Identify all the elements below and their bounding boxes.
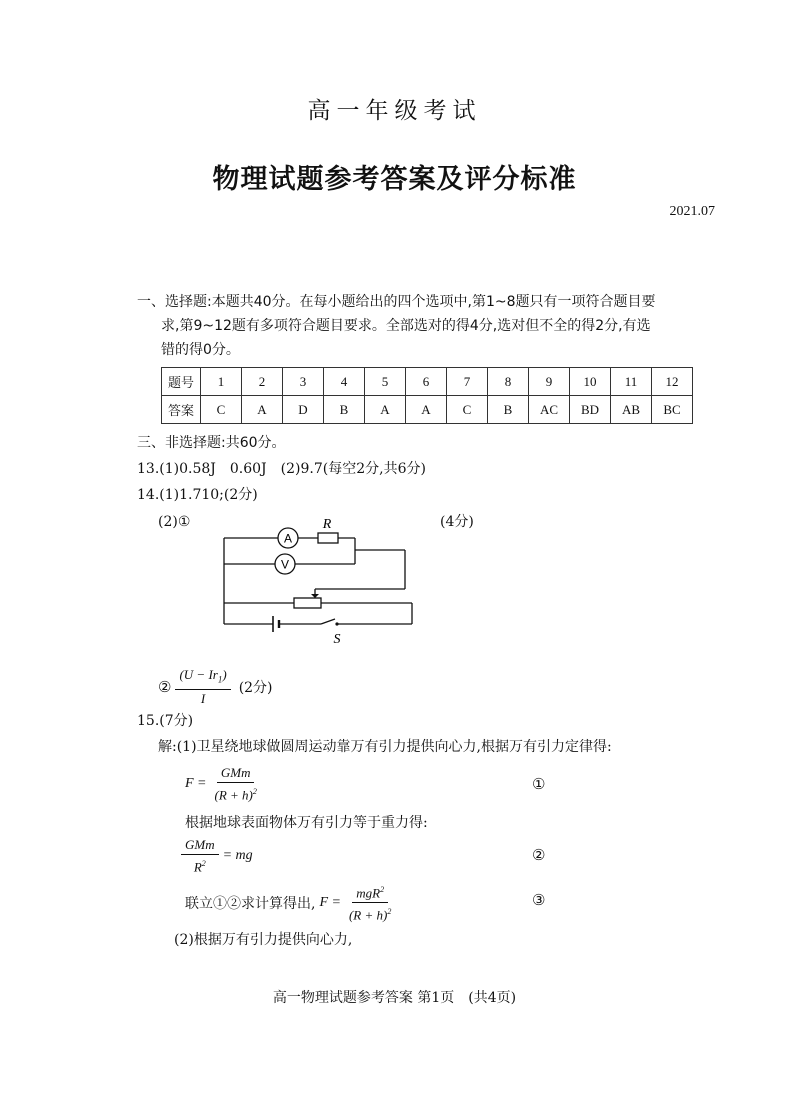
q13-answer: 13.(1)0.58J 0.60J (2)9.7(每空2分,共6分) [137,461,426,477]
row-label-numbers: 题号 [162,368,201,396]
eq2-marker: ② [532,846,546,864]
page-footer: 高一物理试题参考答案 第1页 (共4页) [272,990,517,1006]
answer-cell: BD [570,396,611,424]
table-row-numbers [162,368,693,396]
question-number: 3 [283,368,324,396]
answer-cell: D [283,396,324,424]
resistor-icon [318,533,338,543]
q15-solution-line2: 根据地球表面物体万有引力等于重力得: [185,815,428,831]
answer-cell: C [447,396,488,424]
section3-heading: 三、非选择题:共60分。 [137,435,286,451]
answer-cell: A [365,396,406,424]
answer-cell: C [201,396,242,424]
q14-part2b-score: (2分) [238,679,273,696]
section1-line1: 一、选择题:本题共40分。在每小题给出的四个选项中,第1~8题只有一项符合题目要 [137,294,656,310]
formula-fraction [175,668,230,706]
eq3-marker: ③ [532,891,546,909]
question-number: 6 [406,368,447,396]
q14-part2-score: (4分) [440,514,474,530]
answer-cell: AB [611,396,652,424]
switch-label: S [333,632,341,647]
equation-1: F = $\frac{\text{GMm}}{(R + h)^2}$ [185,766,261,802]
question-number: 9 [529,368,570,396]
question-number: 4 [324,368,365,396]
eq1-fraction: $\frac{\text{GMm}}{(R + h)^2}$ [214,765,257,803]
answer-table [161,367,693,424]
document-title: 物理试题参考答案及评分标准 [212,164,577,195]
question-number: 7 [447,368,488,396]
answer-cell: A [406,396,447,424]
row-label-answers: 答案 [162,396,201,424]
answer-cell: BC [652,396,693,424]
question-number: 11 [611,368,652,396]
q14-part2b [158,668,273,706]
answer-cell: AC [529,396,570,424]
section1-line2: 求,第9~12题有多项符合题目要求。全部选对的得4分,选对但不全的得2分,有选 [161,318,651,334]
q15-heading: 15.(7分) [137,713,194,729]
equation-3: 联立①②求计算得出, F = $\frac{mgR^2}{(R + h)^2}$ [185,883,395,923]
eq1-marker: ① [532,775,546,793]
document-date: 2021.07 [669,204,715,219]
ammeter-label: A [283,531,293,546]
question-number: 12 [652,368,693,396]
equation-2: $\frac{\text{GMm}}{R^2}$ = mg [181,838,253,874]
eq3-fraction: $\frac{mgR^2}{(R + h)^2}$ [348,885,392,923]
rheostat-icon [294,598,321,608]
eq2-fraction: $\frac{\text{GMm}}{R^2}$ [181,838,219,874]
section1-line3: 错的得0分。 [161,342,240,358]
question-number: 10 [570,368,611,396]
question-number: 5 [365,368,406,396]
question-number: 2 [242,368,283,396]
formula-numerator: $(U - Ir_1)$ [175,668,230,690]
resistor-label: R [322,517,332,532]
q15-solution-line1: 解:(1)卫星绕地球做圆周运动靠万有引力提供向心力,根据万有引力定律得: [158,739,612,755]
q14-part1: 14.(1)1.710;(2分) [137,487,258,503]
q14-part2-label: (2)① [158,514,191,530]
circled-2-label: ② [158,677,172,696]
formula-denominator: I [200,690,206,706]
answer-cell: B [488,396,529,424]
circuit-diagram [215,512,420,647]
exam-header: 高一年级考试 [307,98,482,124]
answer-cell: B [324,396,365,424]
voltmeter-label: V [280,557,290,572]
switch-contact-icon [335,622,338,625]
answer-cell: A [242,396,283,424]
question-number: 8 [488,368,529,396]
question-number: 1 [201,368,242,396]
switch-icon [321,619,335,624]
table-row-answers [162,396,693,424]
q15-solution-line4: (2)根据万有引力提供向心力, [174,932,353,948]
